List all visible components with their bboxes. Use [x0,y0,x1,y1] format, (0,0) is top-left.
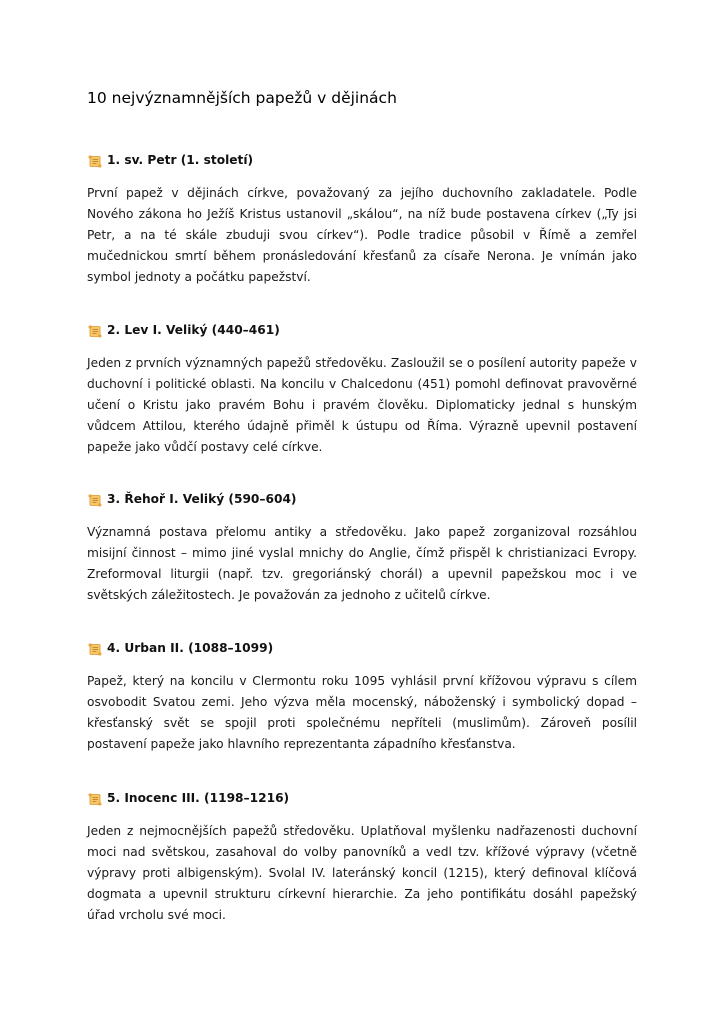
section-heading-text: 1. sv. Petr (1. století) [107,153,254,167]
section-2 [87,320,637,458]
section-heading [87,320,637,340]
section-3 [87,489,637,606]
page-title: 10 nejvýznamnějších papežů v dějinách [87,89,397,107]
section-body: Papež, který na koncilu v Clermontu roku 1095 vyhlásil první křížovou výpravu s cílem osvobodit Svatou zemi. Jeho výzva měla mocenský, náboženský i symbolický dopad – křesťanský svět se spojil proti společnému nepříteli (muslimům). Zároveň posílil postavení papeže jako hlavního reprezentanta západního křesťanstva. [87,674,637,751]
section-heading [87,638,637,658]
section-heading-text: 2. Lev I. Veliký (440–461) [107,323,280,337]
scroll-icon [88,153,102,166]
section-body: První papež v dějinách církve, považovaný za jejího duchovního zakladatele. Podle Nového zákona ho Ježíš Kristus ustanovil „skálou“, na níž bude postavena církev („Ty jsi Petr, a na té skále zbuduji svou církev“). Podle tradice působil v Římě a zemřel mučednickou smrtí během pronásledování křesťanů za císaře Nerona. Je vnímán jako symbol jednoty a počátku papežství. [87,186,637,284]
scroll-icon [88,791,102,804]
section-heading [87,150,637,170]
section-heading-text: 4. Urban II. (1088–1099) [107,641,274,655]
section-body: Jeden z prvních významných papežů středověku. Zasloužil se o posílení autority papeže v duchovní i politické oblasti. Na koncilu v Chalcedonu (451) pomohl definovat pravověrné učení o Kristu jako pravém Bohu i pravém člověku. Diplomaticky jednal s hunským vůdcem Attilou, kterého údajně přiměl k ústupu od Říma. Výrazně upevnil postavení papeže jako vůdčí postavy celé církve. [87,356,637,454]
section-heading [87,788,637,808]
section-1 [87,150,637,288]
scroll-icon [88,492,102,505]
section-heading [87,489,637,509]
scroll-icon [88,323,102,336]
scroll-icon [88,641,102,654]
section-heading-text: 5. Inocenc III. (1198–1216) [107,791,290,805]
section-4 [87,638,637,755]
section-body: Jeden z nejmocnějších papežů středověku. Uplatňoval myšlenku nadřazenosti duchovní moci nad světskou, zasahoval do volby panovníků a vedl tzv. křížové výpravy (včetně výpravy proti albigenským). Svolal IV. lateránský koncil (1215), který definoval klíčová dogmata a upevnil strukturu církevní hierarchie. Za jeho pontifikátu dosáhl papežský úřad vrcholu své moci. [87,824,637,922]
section-5 [87,788,637,926]
section-heading-text: 3. Řehoř I. Veliký (590–604) [107,492,297,506]
section-body: Významná postava přelomu antiky a středověku. Jako papež zorganizoval rozsáhlou misijní činnost – mimo jiné vyslal mnichy do Anglie, čímž přispěl k christianizaci Evropy. Zreformoval liturgii (např. tzv. gregoriánský chorál) a upevnil papežskou moc i ve světských záležitostech. Je považován za jednoho z učitelů církve. [87,525,637,602]
